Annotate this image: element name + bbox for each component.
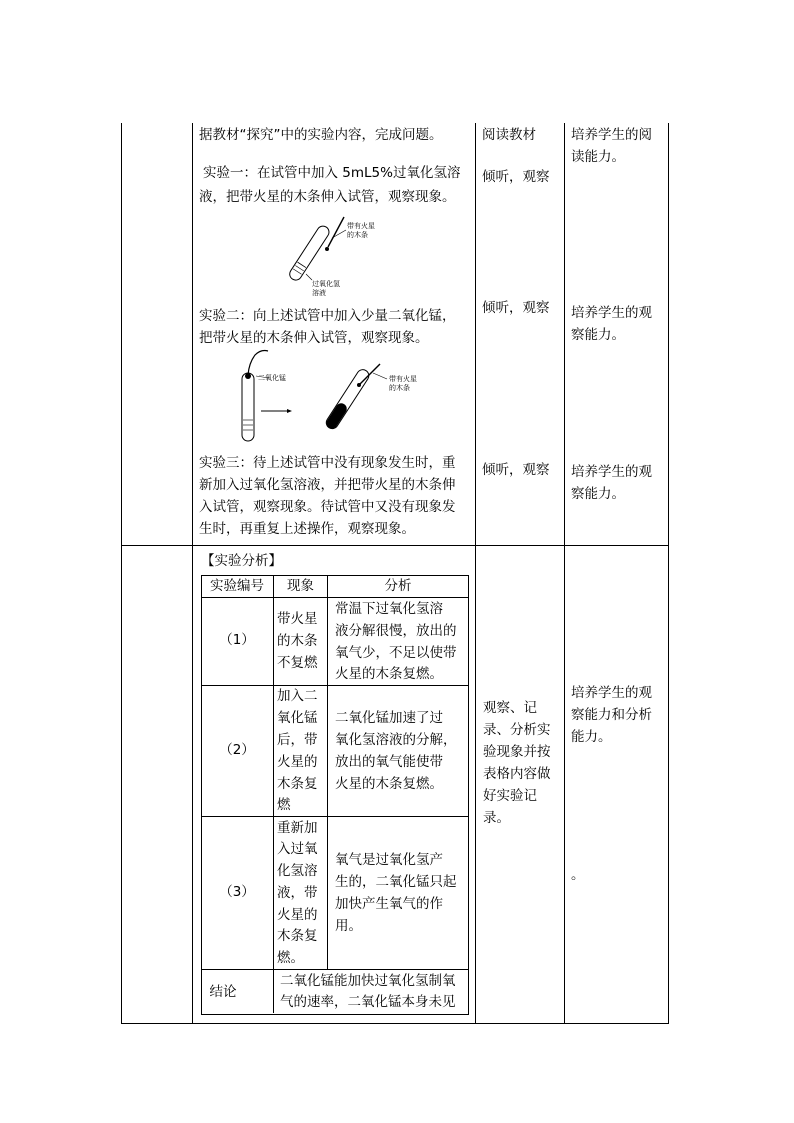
row-1-analysis-3: 氧气少，不足以使带 xyxy=(335,645,457,661)
row-2-analysis-1: 二氧化锰加速了过 xyxy=(335,710,443,726)
row-2-phen-6: 燃 xyxy=(277,797,291,813)
row-3-phen-7: 燃。 xyxy=(277,950,304,966)
table-border-right xyxy=(668,123,669,1024)
row-2-analysis-2: 氧化氢溶液的分解， xyxy=(335,732,457,748)
row-3-analysis-2: 生的，二氧化锰只起 xyxy=(335,874,457,890)
row-3-phen-3: 化氢溶 xyxy=(277,863,318,879)
row2-student-3: 验现象并按 xyxy=(483,744,551,760)
experiment-3-line-2: 新加入过氧化氢溶液，并把带火星的木条伸 xyxy=(199,477,456,493)
intent-observe-1b: 察能力。 xyxy=(571,327,625,343)
test-tube-figure-2 xyxy=(235,345,415,445)
row-1-phen-1: 带火星 xyxy=(277,611,318,627)
fig1-label-splint-2: 的木条 xyxy=(347,231,368,239)
row2-student-1: 观察、记 xyxy=(483,700,537,716)
fig2-label-splint-1: 带有火星 xyxy=(389,375,417,383)
row-3-phen-4: 液，带 xyxy=(277,885,318,901)
table-col-divider-1 xyxy=(192,123,193,1024)
row2-intent-3: 能力。 xyxy=(571,729,612,745)
row-2-analysis-3: 放出的氧气能使带 xyxy=(335,754,443,770)
experiment-3-line-1: 实验三：待上述试管中没有现象发生时，重 xyxy=(199,455,456,471)
fig2-label-mno2: 二氧化锰 xyxy=(258,374,286,382)
experiment-3-line-3: 入试管，观察现象。待试管中又没有现象发 xyxy=(199,499,456,515)
col-header-phenomenon: 现象 xyxy=(287,578,314,594)
row2-intent-2: 察能力和分析 xyxy=(571,707,652,723)
intro-text: 据教材“探究”中的实验内容，完成问题。 xyxy=(199,127,443,143)
row-2-id: （2） xyxy=(219,742,255,758)
table-col-divider-2 xyxy=(475,123,476,1024)
analysis-table-col-2 xyxy=(327,575,328,970)
row-2-phen-1: 加入二 xyxy=(277,688,318,704)
experiment-1-line-1: 实验一：在试管中加入 5mL5%过氧化氢溶 xyxy=(203,165,461,181)
intent-observe-2b: 察能力。 xyxy=(571,486,625,502)
row-1-id: （1） xyxy=(219,632,255,648)
intent-observe-2a: 培养学生的观 xyxy=(571,464,652,480)
analysis-heading: 【实验分析】 xyxy=(201,553,282,569)
experiment-2-line-1: 实验二：向上述试管中加入少量二氧化锰， xyxy=(199,308,456,324)
row-1-analysis-2: 液分解很慢，放出的 xyxy=(335,623,457,639)
row2-student-5: 好实验记 xyxy=(483,788,537,804)
experiment-3-line-4: 生时，再重复上述操作，观察现象。 xyxy=(199,521,415,537)
row2-student-4: 表格内容做 xyxy=(483,766,551,782)
row-3-analysis-4: 用。 xyxy=(335,918,362,934)
row-1-phen-3: 不复燃 xyxy=(277,655,318,671)
table-border-left xyxy=(121,123,122,1024)
experiment-1-line-2: 液，把带火星的木条伸入试管，观察现象。 xyxy=(199,189,456,205)
row-3-phen-6: 木条复 xyxy=(277,928,318,944)
row-3-phen-5: 火星的 xyxy=(277,907,318,923)
row2-student-2: 录、分析实 xyxy=(483,722,551,738)
row-3-phen-2: 入过氧 xyxy=(277,841,318,857)
fig2-label-splint-2: 的木条 xyxy=(389,384,410,392)
row-2-phen-2: 氧化锰 xyxy=(277,710,318,726)
row-3-id: （3） xyxy=(219,884,255,900)
row-2-phen-3: 后，带 xyxy=(277,732,318,748)
analysis-table-row2-line xyxy=(201,816,468,817)
conclusion-line-1: 二氧化锰能加快过氧化氢制氧 xyxy=(280,973,456,989)
student-activity-listen-3: 倾听，观察 xyxy=(482,462,550,478)
row-3-analysis-3: 加快产生氧气的作 xyxy=(335,896,443,912)
fig1-label-h2o2-1: 过氧化氢 xyxy=(312,280,340,288)
student-activity-listen-1: 倾听，观察 xyxy=(482,169,550,185)
row2-student-6: 录。 xyxy=(483,810,510,826)
student-activity-read: 阅读教材 xyxy=(482,127,536,143)
intent-reading-2: 读能力。 xyxy=(571,149,625,165)
table-row-divider xyxy=(121,545,669,546)
col-header-id: 实验编号 xyxy=(210,578,264,594)
row-1-phen-2: 的木条 xyxy=(277,633,318,649)
analysis-table-row1-line xyxy=(201,685,468,686)
intent-reading-1: 培养学生的阅 xyxy=(571,127,652,143)
table-border-bottom xyxy=(121,1023,669,1024)
row-1-analysis-4: 火星的木条复燃。 xyxy=(335,666,443,682)
conclusion-line-2: 气的速率，二氧化锰本身未见 xyxy=(280,994,456,1010)
row-2-phen-5: 木条复 xyxy=(277,776,318,792)
fig1-label-h2o2-2: 溶液 xyxy=(312,289,326,297)
fig1-label-splint-1: 带有火星 xyxy=(347,222,375,230)
student-activity-listen-2: 倾听，观察 xyxy=(482,300,550,316)
intent-observe-1a: 培养学生的观 xyxy=(571,305,652,321)
row-1-analysis-1: 常温下过氧化氢溶 xyxy=(335,601,443,617)
row-3-phen-1: 重新加 xyxy=(277,820,318,836)
row2-intent-1: 培养学生的观 xyxy=(571,685,652,701)
table-col-divider-3 xyxy=(564,123,565,1024)
col-header-analysis: 分析 xyxy=(384,578,412,594)
conclusion-label: 结论 xyxy=(209,984,237,1000)
row-2-analysis-4: 火星的木条复燃。 xyxy=(335,776,443,792)
row-3-analysis-1: 氧气是过氧化氢产 xyxy=(335,852,443,868)
experiment-2-line-2: 把带火星的木条伸入试管，观察现象。 xyxy=(199,330,429,346)
row2-intent-dot: 。 xyxy=(571,867,585,883)
analysis-table-col-1 xyxy=(273,575,274,1013)
row-2-phen-4: 火星的 xyxy=(277,754,318,770)
